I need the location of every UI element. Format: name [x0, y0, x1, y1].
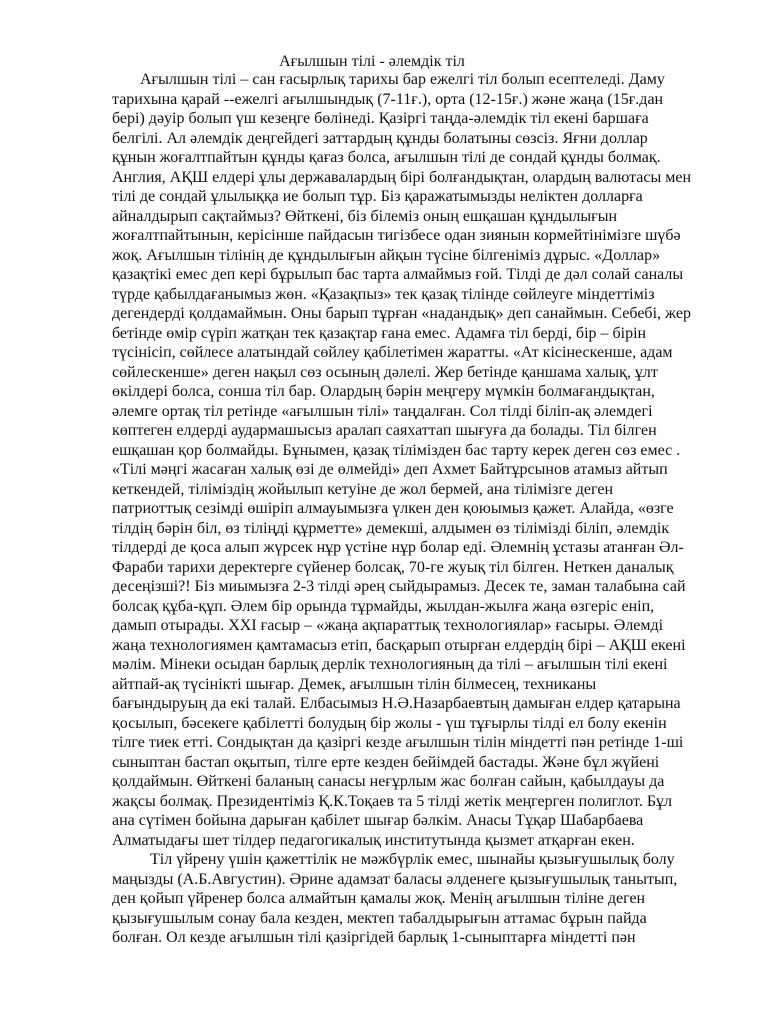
text-line: сөйлескенше» деген нақыл сөз осының дәлелі. Жер бетінде қаншама халық, ұлт — [112, 363, 658, 381]
document-title — [0, 52, 768, 72]
text-line: бетінде өмір сүріп жатқан тек қазақтар ғана емес. Адамға тіл берді, бір – бірін — [112, 324, 647, 342]
text-line: ешқашан қор болмайды. Бұнымен, қазақ тілімізден бас тарту керек деген сөз емес . — [112, 441, 681, 459]
text-line: көптеген елдерді аудармашысыз аралап саяхаттап шығуға да болады. Тіл білген — [112, 422, 657, 439]
text-line: жақсы болмақ. Президентіміз Қ.К.Тоқаев та 5 тілді жетік меңгерген полиглот. Бұл — [112, 792, 672, 810]
document-body — [112, 70, 712, 948]
text-line: болсақ құба-құп. Әлем бір орында тұрмайды, жылдан-жылға жаңа өзгеріс еніп, — [112, 597, 655, 615]
text-line: кеткендей, тіліміздің жойылып кетуіне де жол бермей, ана тілімізге деген — [112, 480, 614, 498]
text-line: айтпай-ақ түсінікті шығар. Демек, ағылшын тілін білмесең, техниканы — [112, 675, 597, 693]
text-line: тілдің бәрін біл, өз тіліңді құрметте» демекші, алдымен өз тілімізді біліп, әлемдік — [112, 519, 670, 537]
text-line: маңызды (А.Б.Августин). Әрине адамзат баласы әлденеге қызығушылық танытып, — [112, 870, 678, 888]
text-line: тілі де сондай ұлылыққа ие болып тұр. Біз қаражатымызды неліктен долларға — [112, 188, 643, 205]
text-line: бері) дәуір болып үш кезеңге бөлінеді. Қазіргі таңда-әлемдік тіл екені баршаға — [112, 110, 649, 127]
text-line: тілдерді де қоса алып жүрсек нұр үстіне нұр болар еді. Әлемнің ұстазы атанған Әл- — [112, 539, 684, 556]
text-line: қазақтікі емес деп кері бұрылып бас тарта алмаймыз ғой. Тілді де дәл солай саналы — [112, 266, 684, 283]
text-line: Тіл үйрену үшін қажеттілік не мәжбүрлік емес, шынайы қызығушылық болу — [150, 851, 675, 868]
text-line: белгілі. Ал әлемдік деңгейдегі заттардың құнды болатыны сөзсіз. Яғни доллар — [112, 129, 648, 147]
text-line: қызығушылым сонау бала кезден, мектеп табалдырығын аттамас бұрын пайда — [112, 909, 647, 927]
text-line: «Тілі мәңгі жасаған халық өзі де өлмейді» деп Ахмет Байтұрсынов атамыз айтып — [112, 461, 668, 478]
text-line: тілге тиек етті. Сондықтан да қазіргі кезде ағылшын тілін міндетті пән ретінде 1-ші — [112, 734, 684, 751]
text-line: Алматыдағы шет тілдер педагогикалық институтында қызмет атқарған екен. — [112, 831, 635, 849]
text-line: Англия, АҚШ елдері ұлы державалардың бірі болғандықтан, олардың валютасы мен — [112, 168, 692, 186]
text-line: жаңа технологиямен қамтамасыз етіп, басқарып отырған елдердің бірі – АҚШ екені — [112, 636, 686, 654]
text-line: түрде қабылдағанымыз жөн. «Қазақпыз» тек қазақ тілінде сөйлеуге міндеттіміз — [112, 285, 655, 303]
document-title-text: Ағылшын тілі - әлемдік тіл — [279, 53, 465, 70]
text-line: түсінісіп, сөйлесе алатындай сөйлеу қабілетімен жаратты. «Ат кісінескенше, адам — [112, 344, 673, 361]
text-line: дамып отырады. XXI ғасыр – «жаңа ақпараттық технологиялар» ғасыры. Әлемді — [112, 617, 664, 634]
text-line: ден қойып үйренер болса алмайтын қамалы жоқ. Менің ағылшын тіліне деген — [112, 890, 646, 907]
text-line: патриоттық сезімді өшіріп алмауымызға үлкен ден қоюымыз қажет. Алайда, «өзге — [112, 500, 674, 517]
text-line: Ағылшын тілі – сан ғасырлық тарихы бар ежелгі тіл болып есептеледі. Даму — [140, 71, 665, 88]
text-line: болған. Ол кезде ағылшын тілі қазіргідей барлық 1-сыныптарға міндетті пән — [112, 929, 636, 946]
text-line: қолдаймын. Өйткені баланың санасы неғұрлым жас болған сайын, қабылдауы да — [112, 773, 665, 790]
text-line: Фараби тарихи деректерге сүйенер болсақ, 70-ге жуық тіл білген. Неткен даналық — [112, 558, 674, 576]
text-line: өкілдері болса, сонша тіл бар. Олардың бәрін меңгеру мүмкін болмағандықтан, — [112, 383, 655, 400]
text-line: қосылып, бәсекеге қабілетті болудың бір жолы - үш тұғырлы тілді ел болу екенін — [112, 714, 667, 732]
text-line: әлемге ортақ тіл ретінде «ағылшын тілі» таңдалған. Сол тілді біліп-ақ әлемдегі — [112, 402, 653, 420]
text-line: жоғалтпайтынын, керісінше пайдасын тигізбесе одан зиянын кормейтінімізге шүбә — [112, 227, 681, 244]
text-line: бағындыруың да екі талай. Елбасымыз Н.Ә.Назарбаевтың дамыған елдер қатарына — [112, 695, 681, 712]
text-line: ана сүтімен бойына дарыған қабілет шығар бәлкім. Анасы Тұқар Шабарбаева — [112, 812, 644, 829]
text-line: тарихына қарай --ежелгі ағылшындық (7-11ғ.), орта (12-15ғ.) және жаңа (15ғ.дан — [112, 90, 664, 108]
text-line: мәлім. Мінеки осыдан барлық дерлік технологияның да тілі – ағылшын тілі екені — [112, 656, 668, 673]
text-line: десеңізші?! Біз миымызға 2-3 тілді әрең сыйдырамыз. Десек те, заман талабына сай — [112, 578, 686, 595]
text-line: жоқ. Ағылшын тілінің де құндылығын айқын түсіне білгеніміз дұрыс. «Доллар» — [112, 246, 661, 264]
text-line: сыныптан бастап оқытып, тілге ерте кезден бейімдей бастады. Және бұл жүйені — [112, 753, 660, 771]
text-line: құнын жоғалтпайтын құнды қағаз болса, ағылшын тілі де сондай құнды болмақ. — [112, 149, 661, 166]
text-line: айналдырып сақтаймыз? Өйткені, біз білеміз оның ешқашан құндылығын — [112, 207, 618, 225]
text-line: дегендерді қолдамаймын. Оны барып тұрған «надандық» деп санаймын. Себебі, жер — [112, 305, 691, 322]
